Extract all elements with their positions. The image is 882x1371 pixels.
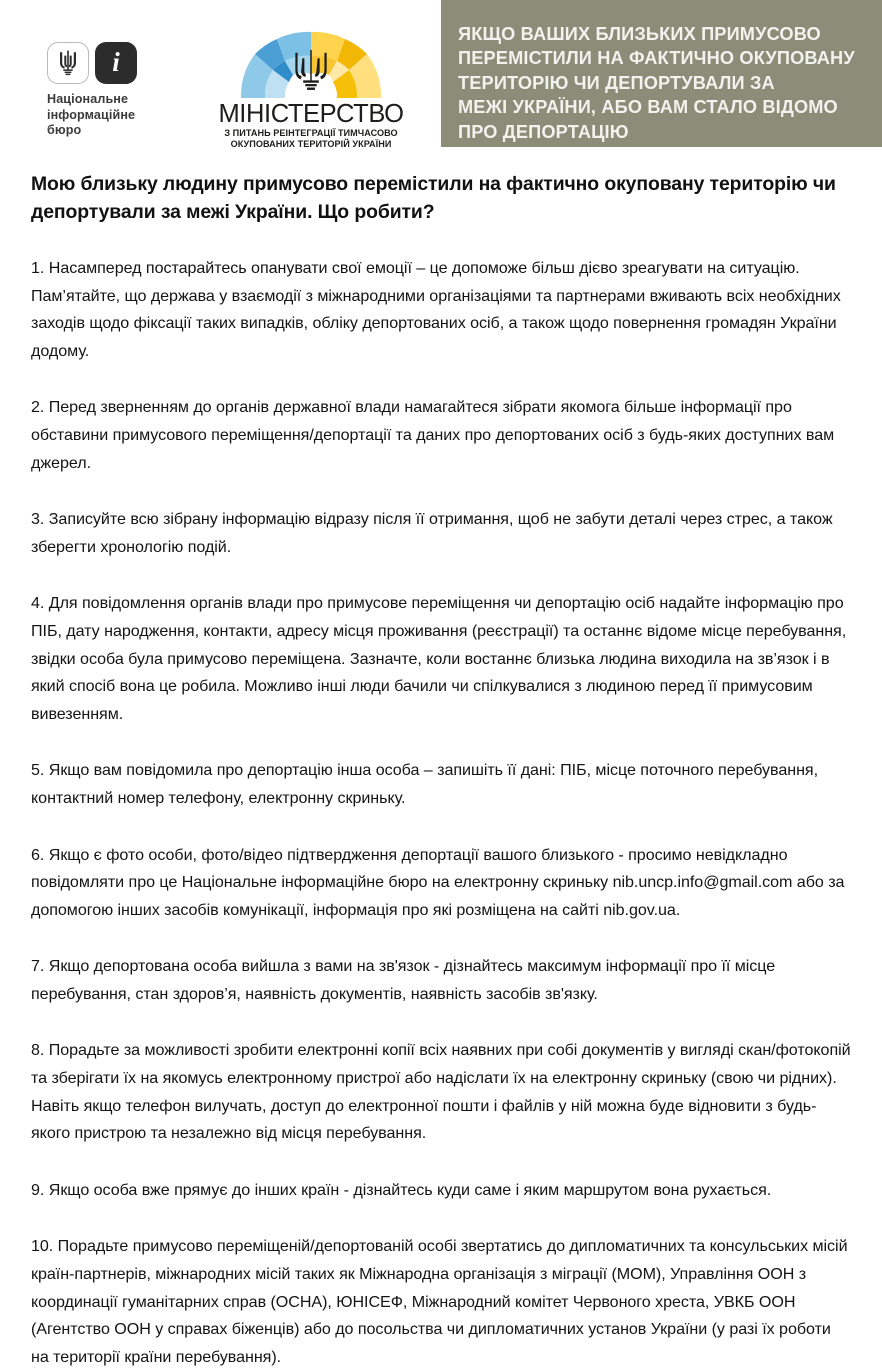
- instruction-item-6: [31, 842, 851, 925]
- nib-mark-group: [47, 42, 217, 84]
- ministry-subtitle-line-1: З ПИТАНЬ РЕІНТЕГРАЦІЇ ТИМЧАСОВО: [224, 128, 398, 138]
- instruction-item-7: [31, 953, 851, 1008]
- paragraph: 4. Для повідомлення органів влади про примусове переміщення чи депортацію осіб надайте інформацію про ПІБ, дату народження, контакти, адресу місця проживання (реєстрації) та останнє відоме місце перебування, звідки особа була примусово переміщена. Зазначте, коли востаннє близька людина виходила на зв’язок і в який спосіб вона це робила. Можливо інші люди бачили чи спілкувалися з людиною перед її примусовим вивезенням.: [31, 594, 847, 723]
- letter-i-glyph: i: [112, 46, 120, 77]
- paragraph: 6. Якщо є фото особи, фото/відео підтвердження депортації вашого близького - просимо невідкладно повідомляти про це Національне інформаційне бюро на електронну скриньку nib.uncp.info@gmail.com або за допомогою інших засобів комунікації, інформація про які розміщена на сайті nib.gov.ua.: [31, 845, 845, 919]
- ukraine-trident-icon: [47, 42, 89, 84]
- instruction-item-4: [31, 590, 851, 728]
- national-information-bureau-logo: [47, 42, 217, 139]
- faceted-arc-trident-icon: [215, 30, 407, 102]
- instruction-item-5: [31, 757, 851, 812]
- paragraph: 10. Порадьте примусово переміщеній/депортованій особі звертатись до дипломатичних та консульських місій країн-партнерів, міжнародних місій таких як Міжнародна організація з міграції (МОМ), Управління ООН з координації гуманітарних справ (ОСНА), ЮНІСЕФ, Міжнародний комітет Червоного хреста, УВКБ ООН (Агентство ООН у справах біженців) або до посольства чи дипломатичних установ України (у разі їх роботи на території країни перебування).: [31, 1237, 848, 1366]
- information-i-icon: [95, 42, 137, 84]
- paragraph: 5. Якщо вам повідомила про депортацію інша особа – запишіть її дані: ПІБ, місце поточного перебування, контактний номер телефону, електронну скриньку.: [31, 761, 819, 807]
- instruction-item-3: [31, 506, 851, 561]
- document-body: [0, 170, 882, 1371]
- paragraph: 2. Перед зверненням до органів державної влади намагайтеся зібрати якомога більше інформації про обставини примусового переміщення/депортації та даних про депортованих осіб з будь-яких доступних вам джерел.: [31, 398, 835, 472]
- paragraph: 7. Якщо депортована особа вийшла з вами на зв'язок - дізнайтесь максимум інформації про її місце перебування, стан здоров’я, наявність документів, наявність засобів зв'язку.: [31, 957, 776, 1003]
- nib-caption-line-3: бюро: [47, 123, 82, 137]
- banner-line-1: ЯКЩО ВАШИХ БЛИЗЬКИХ ПРИМУСОВО: [458, 24, 821, 44]
- ministry-subtitle-line-2: ОКУПОВАНИХ ТЕРИТОРІЙ УКРАЇНИ: [230, 139, 392, 150]
- instruction-item-2: [31, 394, 851, 477]
- ministry-title: МІНІСТЕРСТВО: [218, 100, 404, 128]
- paragraph: 1. Насамперед постарайтесь опанувати свої емоції – це допоможе більш дієво зреагувати на ситуацію.: [31, 259, 800, 277]
- ministry-logo: [215, 30, 407, 151]
- instruction-item-1: [31, 255, 851, 365]
- banner-line-5: ПРО ДЕПОРТАЦІЮ: [458, 121, 629, 142]
- paragraph: 8. Порадьте за можливості зробити електронні копії всіх наявних при собі документів у вигляді скан/фотокопій та зберігати їх на якомусь електронному пристрої або надіслати їх на електронну скриньку (свою чи рідних). Навіть якщо телефон вилучать, доступ до електронної пошти і файлів у ній можна буде відновити з будь-якого пристрою та незалежно від місця перебування.: [31, 1041, 851, 1143]
- headline-banner: [441, 0, 882, 147]
- ministry-subtitle: [215, 128, 407, 151]
- instruction-item-8: [31, 1037, 851, 1147]
- paragraph: Пам’ятайте, що держава у взаємодії з міжнародними організаціями та партнерами вживають всіх необхідних заходів щодо фіксації таких випадків, обліку депортованих осіб, а також щодо повернення громадян України додому.: [31, 286, 841, 360]
- nib-caption: [47, 92, 217, 139]
- banner-line-4: МЕЖІ УКРАЇНИ, АБО ВАМ СТАЛО ВІДОМО: [458, 97, 838, 118]
- instruction-item-10: [31, 1233, 851, 1371]
- banner-line-2: ПЕРЕМІСТИЛИ НА ФАКТИЧНО ОКУПОВАНУ: [458, 48, 855, 69]
- nib-caption-line-2: інформаційне: [47, 107, 136, 122]
- paragraph: 3. Записуйте всю зібрану інформацію відразу після її отримання, щоб не забути деталі через стрес, а також зберегти хронологію подій.: [31, 510, 833, 556]
- banner-line-3: ТЕРИТОРІЮ ЧИ ДЕПОРТУВАЛИ ЗА: [458, 72, 775, 93]
- nib-caption-line-1: Національне: [47, 92, 129, 106]
- page-title: Мою близьку людину примусово перемістили на фактично окуповану територію чи депортували за межі України. Що робити?: [31, 173, 836, 223]
- instruction-item-9: [31, 1177, 851, 1205]
- logo-area: [0, 0, 441, 150]
- paragraph: 9. Якщо особа вже прямує до інших країн - дізнайтесь куди саме і яким маршрутом вона рухається.: [31, 1180, 772, 1199]
- page-header: [0, 0, 882, 150]
